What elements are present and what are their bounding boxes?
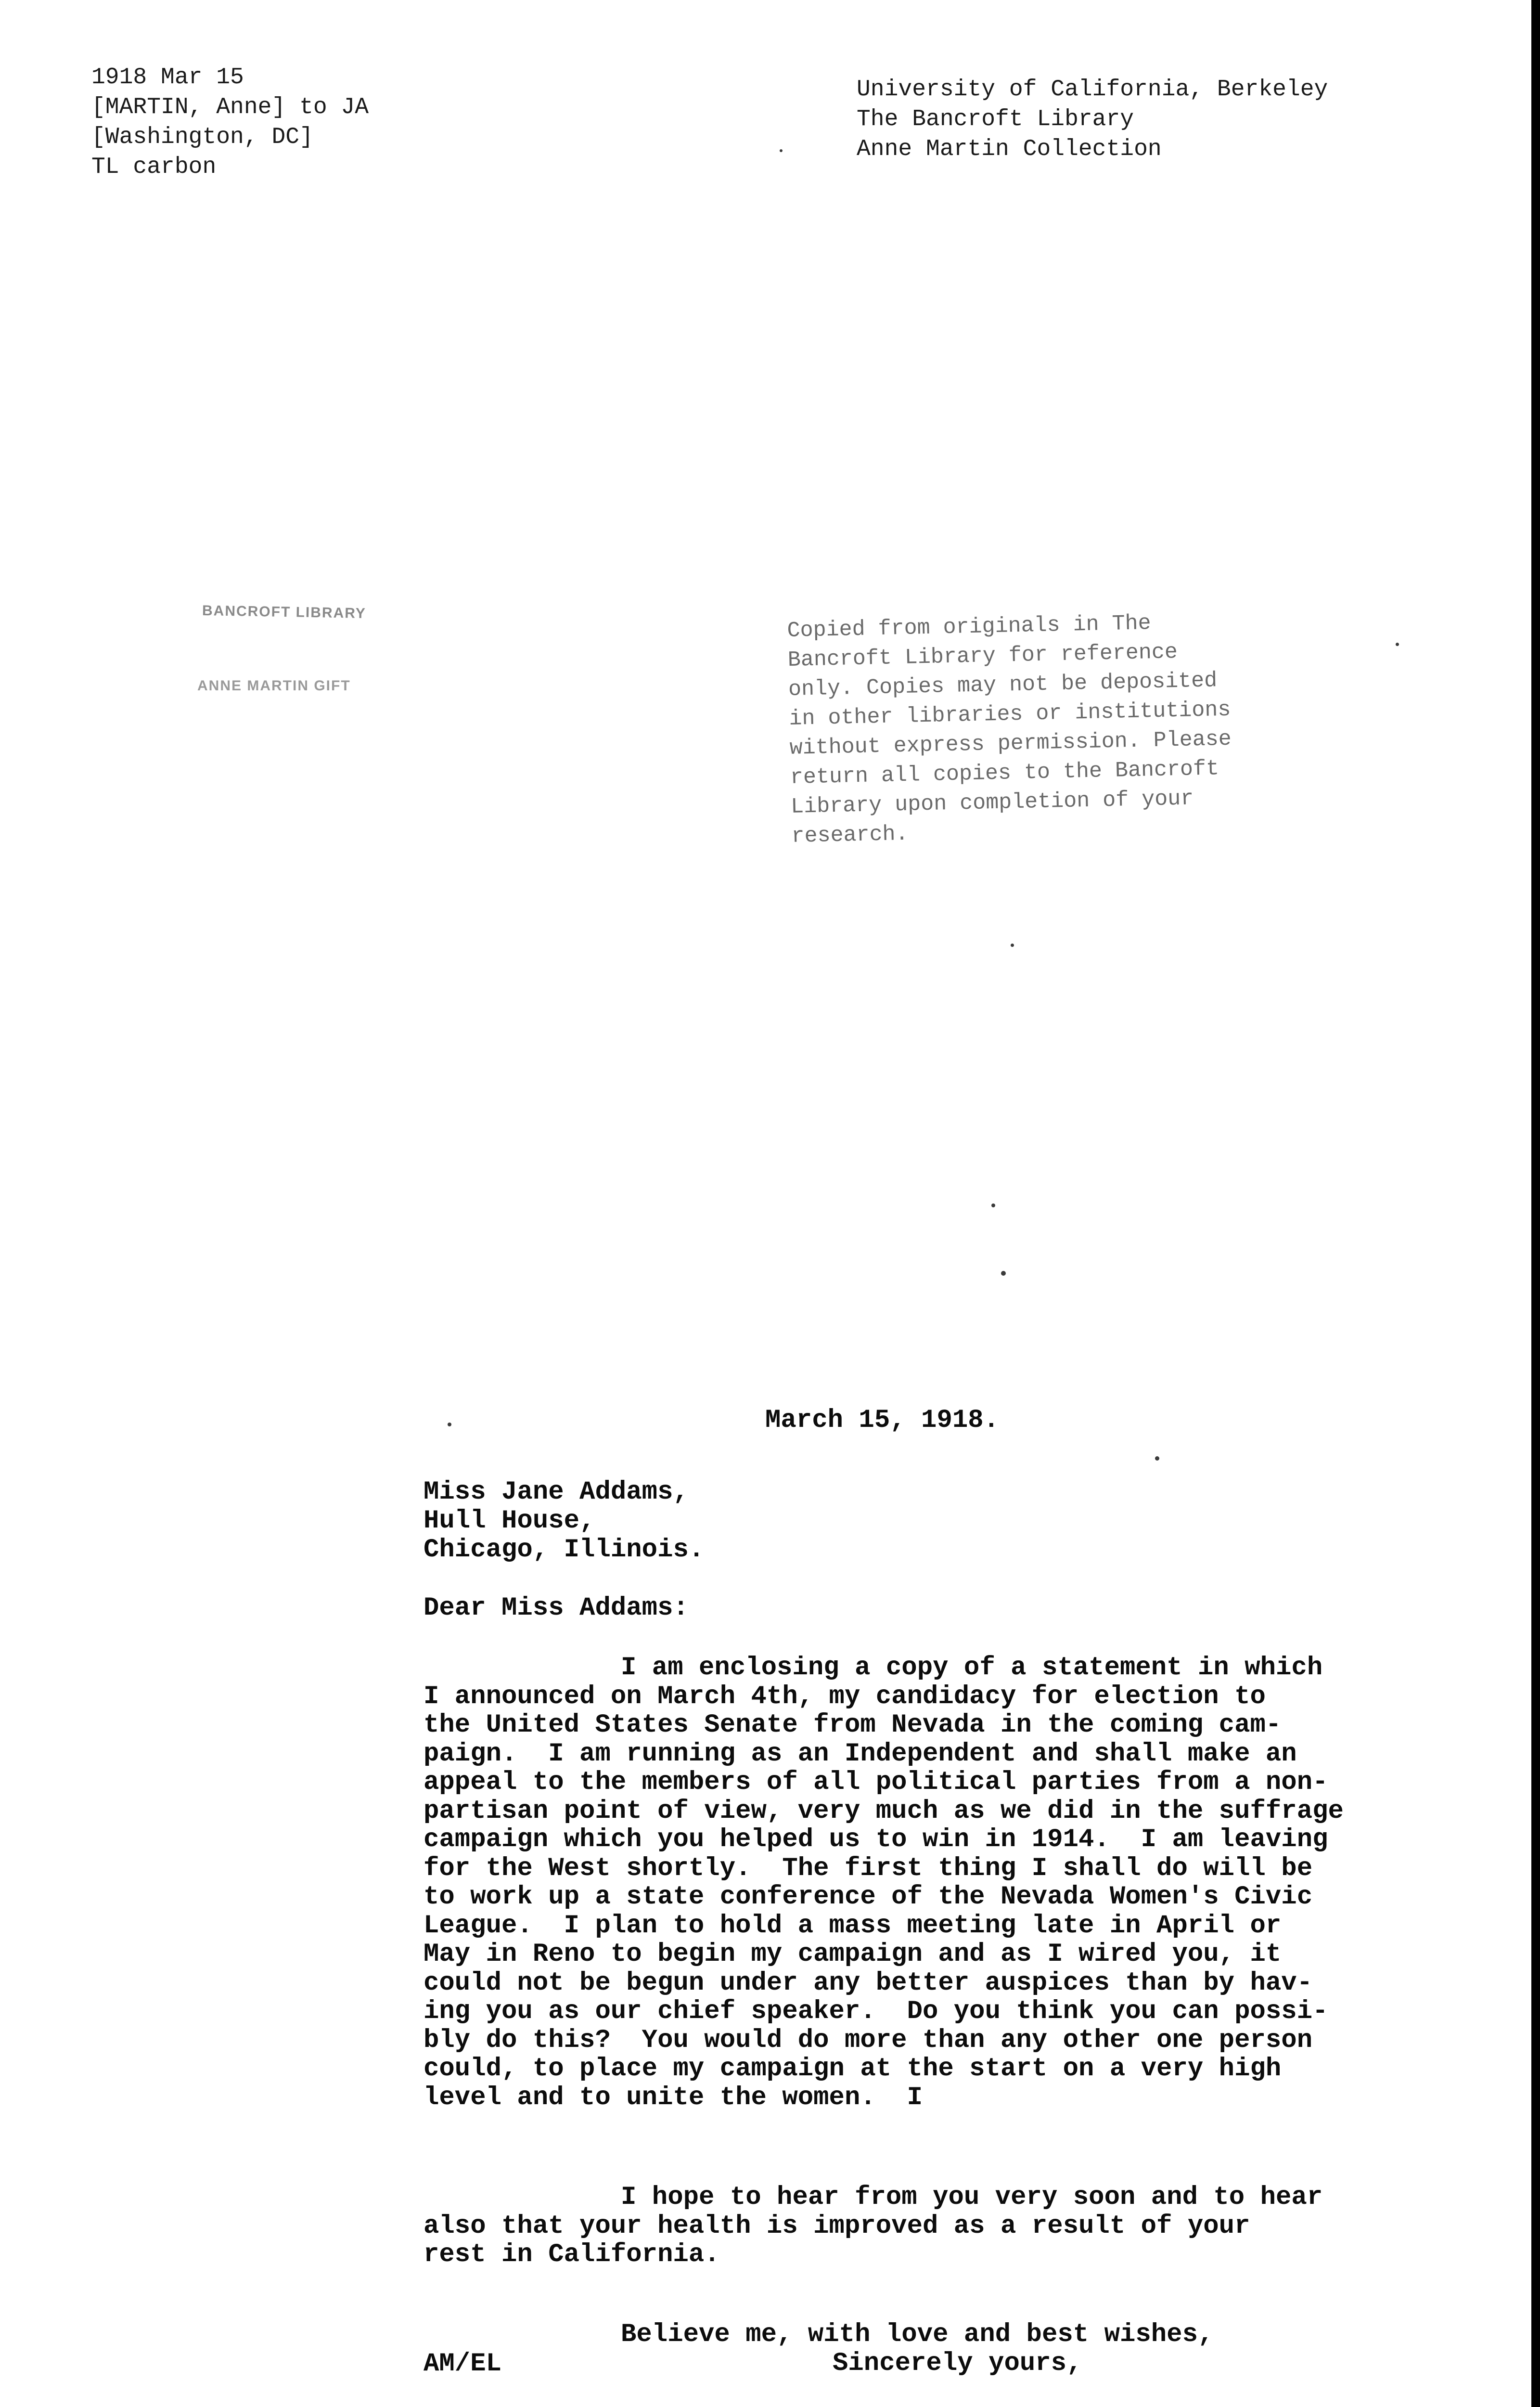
typist-initials: AM/EL [424,2349,502,2379]
body-line: partisan point of view, very much as we did in the suffrage [424,1796,1344,1826]
scan-speck [448,1423,451,1426]
notice-line: return all copies to the Bancroft [790,756,1219,790]
body-line: for the West shortly. The first thing I shall do will be [424,1853,1313,1883]
notice-line: without express permission. Please [789,726,1232,761]
catalog-header [91,63,369,182]
scan-speck [780,149,783,152]
body-line: level and to unite the women. I [424,2083,923,2112]
closing-line: Believe me, with love and best wishes, [621,2320,1214,2349]
notice-line: in other libraries or institutions [788,697,1231,731]
scan-speck [1011,944,1014,947]
body-line: May in Reno to begin my campaign and as I wired you, it [424,1940,1282,1969]
body-line: could, to place my campaign at the start on a very high [424,2054,1282,2083]
letter-date: March 15, 1918. [765,1406,1000,1435]
body-line: the United States Senate from Nevada in the coming cam- [424,1710,1282,1740]
repository-university: University of California, Berkeley [857,77,1328,103]
repository-header [857,75,1328,164]
repository-collection: Anne Martin Collection [857,136,1162,162]
body-line: League. I plan to hold a mass meeting late in April or [424,1911,1282,1941]
notice-line: only. Copies may not be deposited [788,668,1218,702]
salutation: Dear Miss Addams: [424,1593,689,1623]
notice-line: research. [791,821,909,849]
body-line: I am enclosing a copy of a statement in which [621,1653,1323,1682]
recipient-name: Miss Jane Addams, [424,1477,689,1507]
notice-line: Library upon completion of your [790,786,1194,819]
letter-paragraph-1 [424,1654,1344,2112]
scan-speck [1396,643,1399,646]
body-line: to work up a state conference of the Nevada Women's Civic [424,1882,1313,1912]
gift-stamp: ANNE MARTIN GIFT [197,678,351,694]
body-line: rest in California. [424,2240,720,2269]
letter-paragraph-2 [424,2183,1322,2269]
library-stamp: BANCROFT LIBRARY [202,603,367,621]
scan-border-right [1531,0,1540,2407]
catalog-place: [Washington, DC] [91,124,313,150]
catalog-format: TL carbon [91,154,217,180]
catalog-correspondents: [MARTIN, Anne] to JA [91,94,369,120]
recipient-address [424,1478,704,1565]
copy-notice [787,605,1331,851]
body-line: I announced on March 4th, my candidacy for election to [424,1682,1266,1711]
scan-speck [1001,1271,1006,1276]
scan-speck [1155,1456,1159,1461]
notice-line: Bancroft Library for reference [787,640,1178,673]
recipient-street: Hull House, [424,1506,595,1536]
body-line: I hope to hear from you very soon and to hear [621,2183,1323,2212]
body-line: paign. I am running as an Independent and shall make an [424,1739,1297,1769]
letter-closing [621,2320,1213,2378]
body-line: bly do this? You would do more than any other one person [424,2025,1313,2055]
repository-library: The Bancroft Library [857,106,1134,132]
notice-line: Copied from originals in The [787,611,1152,643]
body-line: appeal to the members of all political parties from a non- [424,1768,1328,1797]
scan-speck [991,1204,995,1207]
body-line: could not be begun under any better auspices than by hav- [424,1968,1313,1998]
body-line: also that your health is improved as a result of your [424,2211,1250,2241]
recipient-city: Chicago, Illinois. [424,1535,705,1565]
body-line: campaign which you helped us to win in 1914. I am leaving [424,1825,1328,1854]
catalog-date: 1918 Mar 15 [91,65,244,91]
sign-off: Sincerely yours, [833,2349,1082,2378]
body-line: ing you as our chief speaker. Do you think you can possi- [424,1997,1328,2026]
